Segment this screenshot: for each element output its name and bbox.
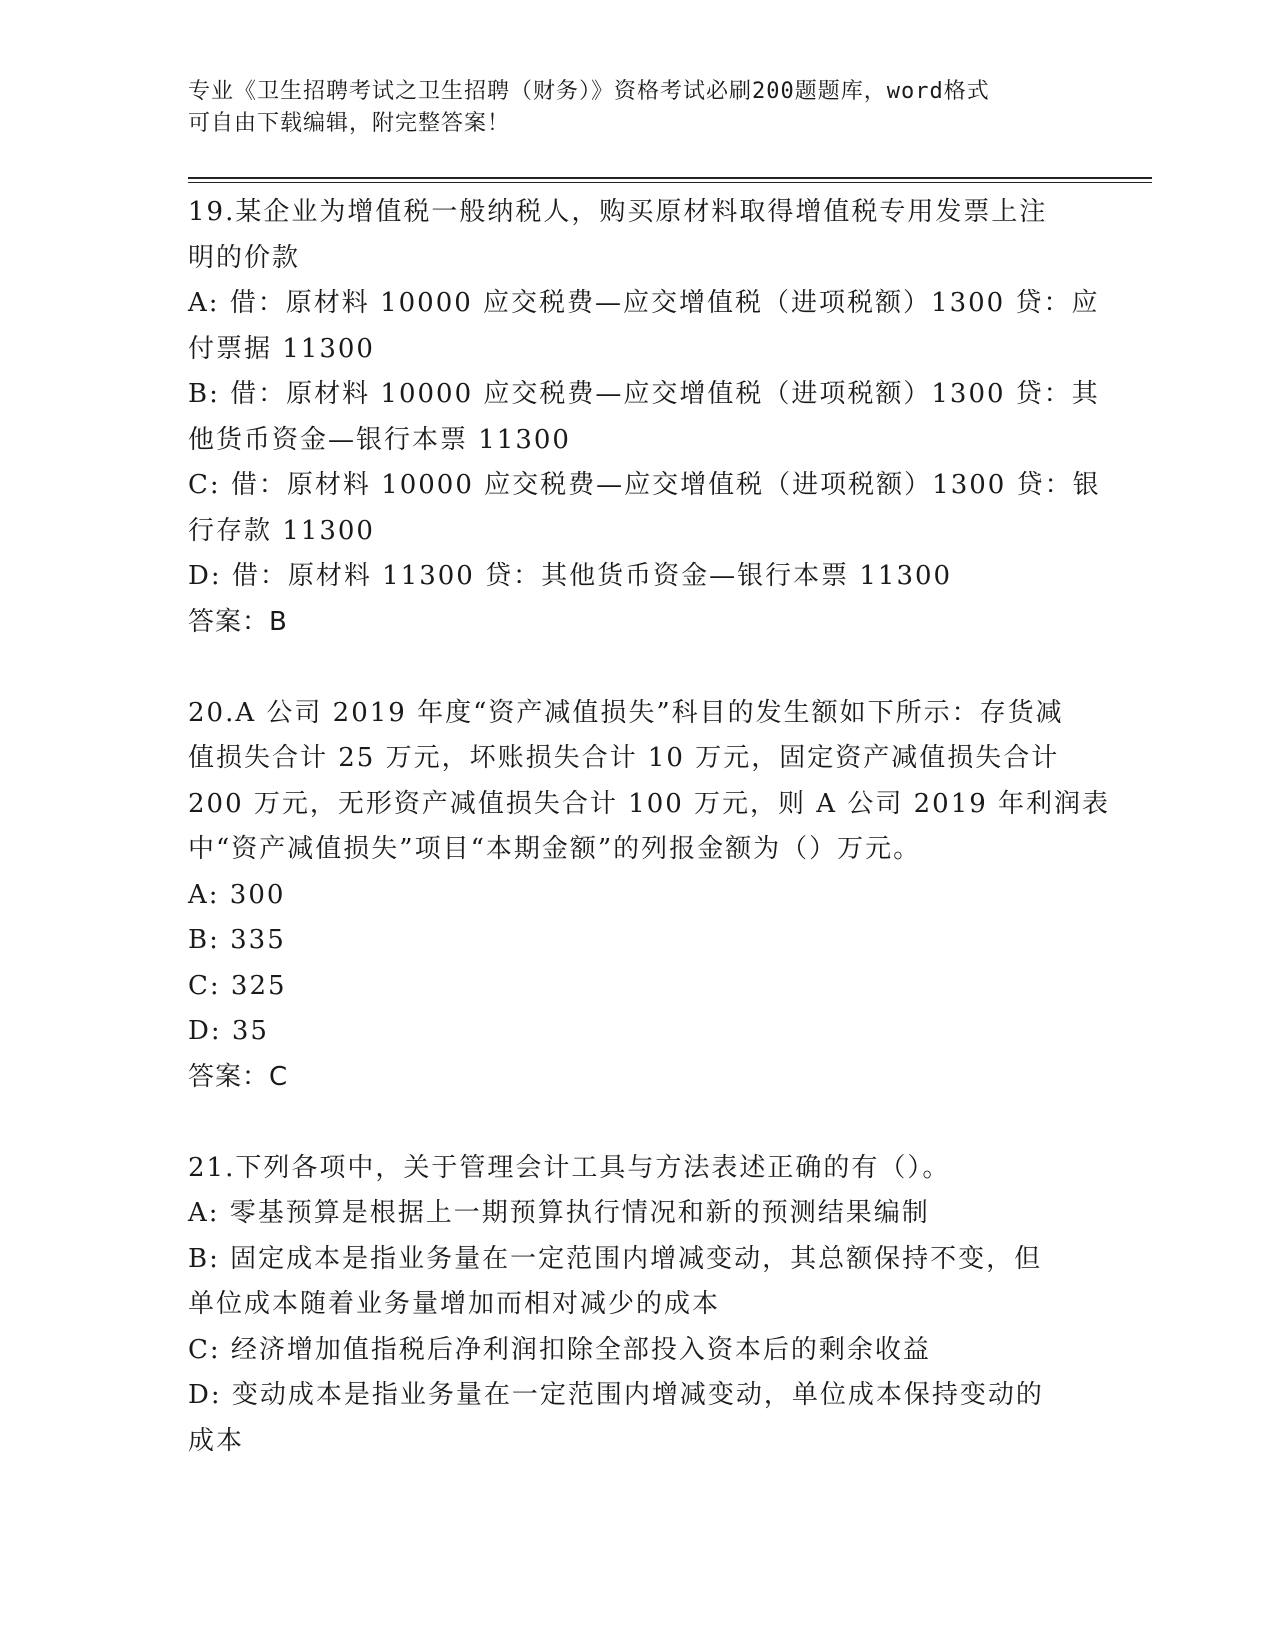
question-stem-line: 20.A 公司 2019 年度“资产减值损失”科目的发生额如下所示：存货减 <box>188 697 1064 728</box>
option-c-line: 行存款 11300 <box>188 515 375 546</box>
header-line-1: 专业《卫生招聘考试之卫生招聘（财务）》资格考试必刷200题题库，word格式 <box>188 79 990 104</box>
header-rule-thick <box>188 177 1152 179</box>
question-19 <box>188 190 1101 645</box>
option-d-line: 成本 <box>188 1425 245 1456</box>
document-header <box>188 76 1068 140</box>
option-d-line: D: 35 <box>188 1016 269 1046</box>
option-d-line: D: 借：原材料 11300 贷：其他货币资金—银行本票 11300 <box>188 561 953 591</box>
option-d-line: D: 变动成本是指业务量在一定范围内增减变动，单位成本保持变动的 <box>188 1380 1044 1410</box>
question-list <box>188 190 1111 1464</box>
option-c-line: C: 325 <box>188 970 287 1001</box>
question-20 <box>188 691 1111 1101</box>
option-a-line: 付票据 11300 <box>188 333 375 364</box>
option-a-line: A: 300 <box>188 879 286 910</box>
option-a-line: A: 借：原材料 10000 应交税费—应交增值税（进项税额）1300 贷：应 <box>188 288 1100 318</box>
answer-label: 答案：C <box>188 1061 289 1092</box>
header-line-2: 可自由下载编辑，附完整答案！ <box>188 111 511 136</box>
question-stem-line: 19.某企业为增值税一般纳税人，购买原材料取得增值税专用发票上注 <box>188 197 1048 227</box>
option-c-line: C: 借：原材料 10000 应交税费—应交增值税（进项税额）1300 贷：银 <box>188 470 1101 500</box>
header-rule-thin <box>188 182 1152 183</box>
question-spacer <box>188 1100 1088 1146</box>
question-spacer <box>188 645 1088 691</box>
question-stem-line: 值损失合计 25 万元，坏账损失合计 10 万元，固定资产减值损失合计 <box>188 743 1060 773</box>
option-c-line: C: 经济增加值指税后净利润扣除全部投入资本后的剩余收益 <box>188 1334 931 1365</box>
option-b-line: 他货币资金—银行本票 11300 <box>188 424 571 455</box>
option-b-line: B: 借：原材料 10000 应交税费—应交增值税（进项税额）1300 贷：其 <box>188 379 1100 409</box>
option-a-line: A: 零基预算是根据上一期预算执行情况和新的预测结果编制 <box>188 1198 930 1228</box>
option-b-line: B: 335 <box>188 925 286 955</box>
question-stem-line: 21.下列各项中，关于管理会计工具与方法表述正确的有（）。 <box>188 1152 951 1183</box>
question-stem-line: 中“资产减值损失”项目“本期金额”的列报金额为（）万元。 <box>188 834 922 864</box>
question-stem-line: 200 万元，无形资产减值损失合计 100 万元，则 A 公司 2019 年利润表 <box>188 788 1111 819</box>
question-21 <box>188 1146 1088 1465</box>
question-stem-line: 明的价款 <box>188 242 301 273</box>
option-b-line: B: 固定成本是指业务量在一定范围内增减变动，其总额保持不变，但 <box>188 1243 1043 1274</box>
answer-label: 答案：B <box>188 606 288 637</box>
option-b-line: 单位成本随着业务量增加而相对减少的成本 <box>188 1289 721 1319</box>
